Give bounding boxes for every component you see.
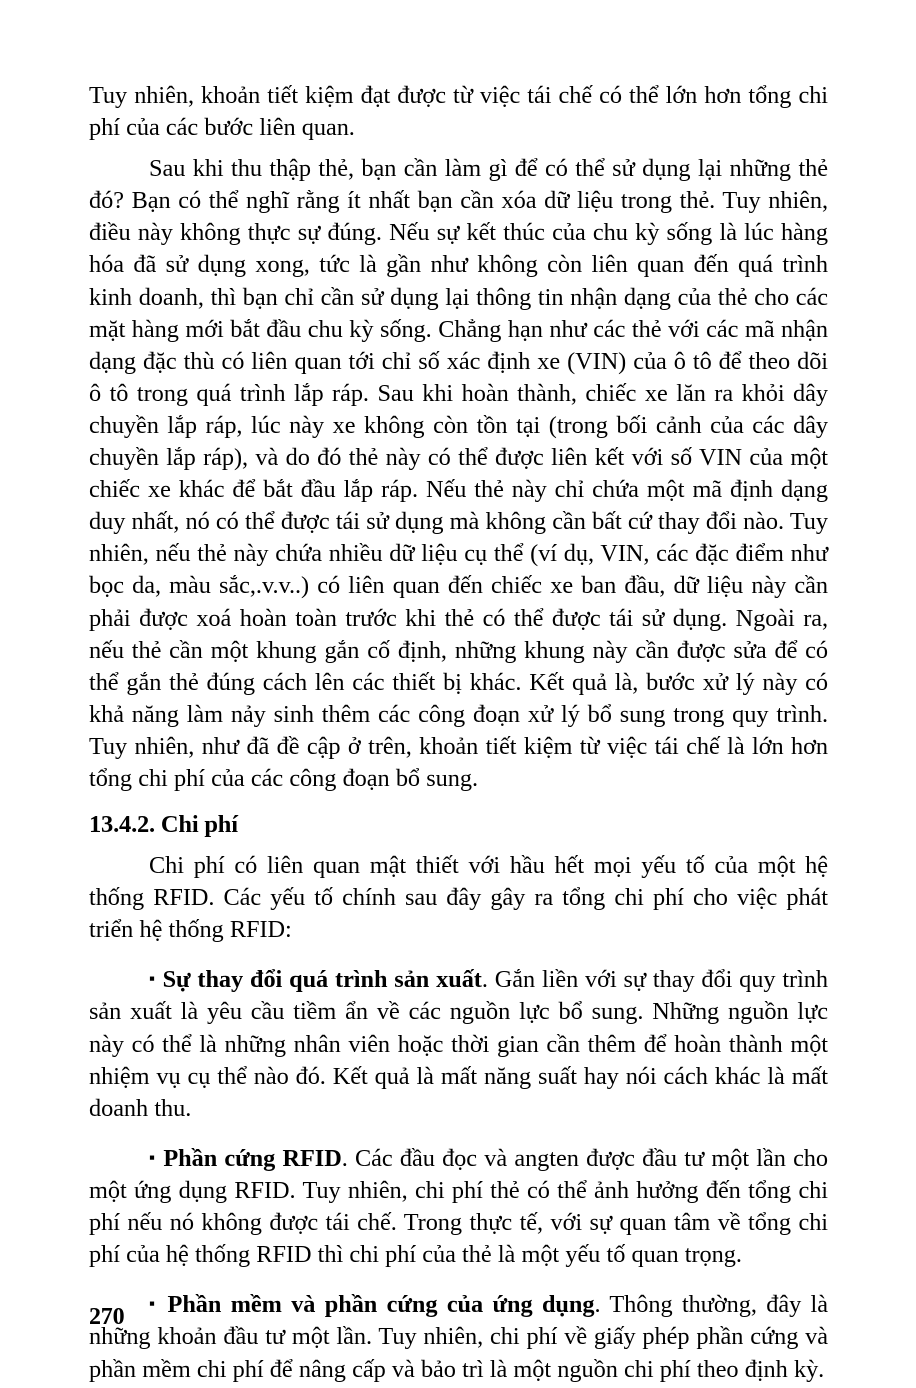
paragraph-tag-reuse: Sau khi thu thập thẻ, bạn cần làm gì để có thể sử dụng lại những thẻ đó? Bạn có thể nghĩ rằng ít nhất bạn cần xóa dữ liệu trong thẻ. Tuy nhiên, điều này không thực sự đúng. Nếu sự kết thúc của chu kỳ sống là lúc hàng hóa đã sử dụng xong, tức là gần như không còn liên quan đến quá trình kinh doanh, thì bạn chỉ cần sử dụng lại thông tin nhận dạng của thẻ cho các mặt hàng mới bắt đầu chu kỳ sống. Chẳng hạn như các thẻ với các mã nhận dạng đặc thù có liên quan tới chỉ số xác định xe (VIN) của ô tô để theo dõi ô tô trong quá trình lắp ráp. Sau khi hoàn thành, chiếc xe lăn ra khỏi dây chuyền lắp ráp, lúc này xe không còn tồn tại (trong bối cảnh của các dây chuyền lắp ráp), và do đó thẻ này có thể được liên kết với số VIN của một chiếc xe khác để bắt đầu lắp ráp. Nếu thẻ này chỉ chứa một mã định dạng duy nhất, nó có thể được tái sử dụng mà không cần bất cứ thay đổi nào. Tuy nhiên, nếu thẻ này chứa nhiều dữ liệu cụ thể (ví dụ, VIN, các đặc điểm như bọc da, màu sắc,.v.v..) có liên quan đến chiếc xe ban đầu, dữ liệu này cần phải được xoá hoàn toàn trước khi thẻ có thể được tái sử dụng. Ngoài ra, nếu thẻ cần một khung gắn cố định, những khung này cần được sửa để có thể gắn thẻ đúng cách lên các thiết bị khác. Kết quả là, bước xử lý này có khả năng làm nảy sinh thêm các công đoạn xử lý bổ sung trong quy trình. Tuy nhiên, như đã đề cập ở trên, khoản tiết kiệm từ việc tái chế là lớn hơn tổng chi phí của các công đoạn bổ sung. bbox=[89, 155, 828, 792]
bullet-lead-in: Phần mềm và phần cứng của ứng dụng bbox=[167, 1291, 595, 1319]
bullet-item-rfid-hardware bbox=[89, 1142, 828, 1271]
paragraph-cost-intro: Chi phí có liên quan mật thiết với hầu hết mọi yếu tố của một hệ thống RFID. Các yếu tố chính sau đây gây ra tổng chi phí cho việc phát triển hệ thống RFID: bbox=[89, 852, 828, 944]
square-bullet-icon: ▪ bbox=[149, 1294, 159, 1314]
page-content bbox=[89, 80, 828, 1386]
bullet-spacer-3 bbox=[89, 1271, 828, 1288]
bullet-item-production-change bbox=[89, 963, 828, 1125]
bullet-spacer-1 bbox=[89, 946, 828, 963]
square-bullet-icon: ▪ bbox=[149, 969, 156, 989]
section-heading-13-4-2: 13.4.2. Chi phí bbox=[89, 811, 238, 839]
bullet-lead-in: Sự thay đổi quá trình sản xuất bbox=[162, 966, 482, 994]
heading-spacer-above bbox=[89, 795, 828, 809]
bullet-item-app-software-hardware bbox=[89, 1288, 828, 1385]
heading-spacer-below bbox=[89, 841, 828, 850]
bullet-body-text: . Các đầu đọc và angten được đầu tư một lần cho một ứng dụng RFID. Tuy nhiên, chi phí thẻ có thể ảnh hưởng đến tổng chi phí nếu nó không được tái chế. Trong thực tế, với sự quan tâm về tổng chi phí của hệ thống RFID thì chi phí của thẻ là một yếu tố quan trọng. bbox=[89, 1144, 829, 1269]
bullet-body-text: . Thông thường, đây là những khoản đầu tư một lần. Tuy nhiên, chi phí về giấy phép phần cứng và phần mềm chi phí để nâng cấp và bảo trì là một nguồn chi phí theo định kỳ. bbox=[89, 1291, 828, 1383]
paragraph-spacer bbox=[89, 144, 828, 153]
square-bullet-icon: ▪ bbox=[149, 1147, 157, 1167]
paragraph-opening: Tuy nhiên, khoản tiết kiệm đạt được từ việc tái chế có thể lớn hơn tổng chi phí của các bước liên quan. bbox=[89, 82, 828, 142]
bullet-spacer-2 bbox=[89, 1125, 828, 1142]
page-number: 270 bbox=[89, 1304, 125, 1330]
bullet-lead-in: Phần cứng RFID bbox=[163, 1144, 342, 1172]
bullet-body-text: . Gắn liền với sự thay đổi quy trình sản xuất là yêu cầu tiềm ẩn về các nguồn lực bổ sung. Những nguồn lực này có thể là những nhân viên hoặc thời gian cần thêm để hoàn thành một nhiệm vụ cụ thể nào đó. Kết quả là mất năng suất hay nói cách khác là mất doanh thu. bbox=[89, 966, 828, 1122]
